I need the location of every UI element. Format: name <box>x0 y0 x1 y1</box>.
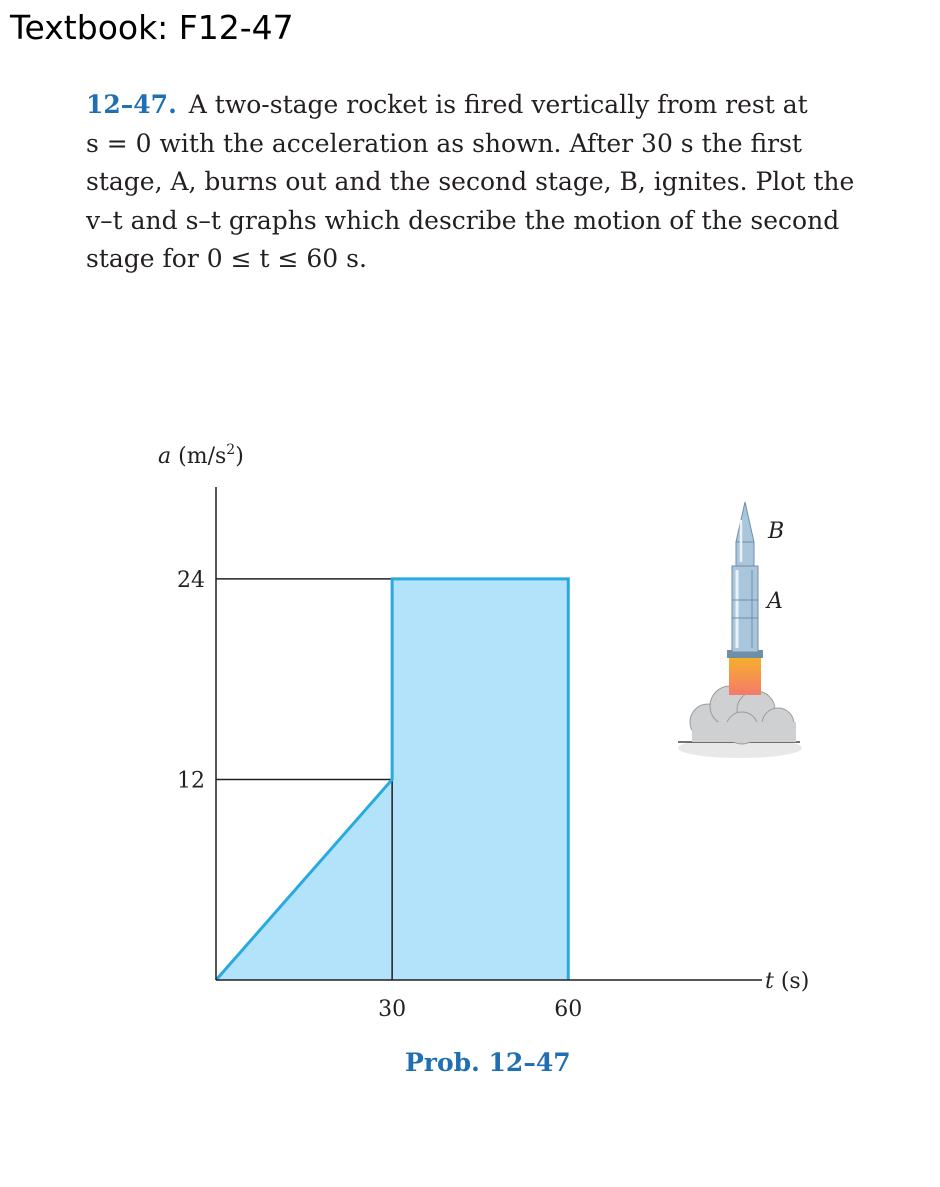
y-tick-12: 12 <box>177 768 205 794</box>
figure-caption: Prob. 12–47 <box>405 1048 571 1077</box>
rocket-label-a: A <box>767 589 783 614</box>
problem-line-1: 12–47. A two-stage rocket is fired vertically from rest at <box>86 90 808 119</box>
rocket-illustration <box>678 502 802 758</box>
problem-line-4: v–t and s–t graphs which describe the motion of the second <box>86 205 840 235</box>
x-tick-30: 30 <box>378 997 407 1022</box>
y-tick-24: 24 <box>177 567 205 593</box>
problem-line-3: stage, A, burns out and the second stage, B, ignites. Plot the <box>86 167 855 196</box>
problem-line-5: stage for 0 ≤ t ≤ 60 s. <box>86 244 367 273</box>
x-tick-60: 60 <box>554 997 583 1022</box>
page-header: Textbook: F12-47 <box>10 8 294 47</box>
area-rectangle <box>392 579 568 980</box>
x-axis-label: t (s) <box>765 969 810 994</box>
problem-line-2: s = 0 with the acceleration as shown. After 30 s the first <box>86 128 802 158</box>
rocket-label-b: B <box>768 519 785 544</box>
problem-number: 12–47. <box>86 90 177 119</box>
y-axis-label: a $(m/s^2)$ <box>158 442 244 469</box>
flame-icon <box>729 657 761 695</box>
